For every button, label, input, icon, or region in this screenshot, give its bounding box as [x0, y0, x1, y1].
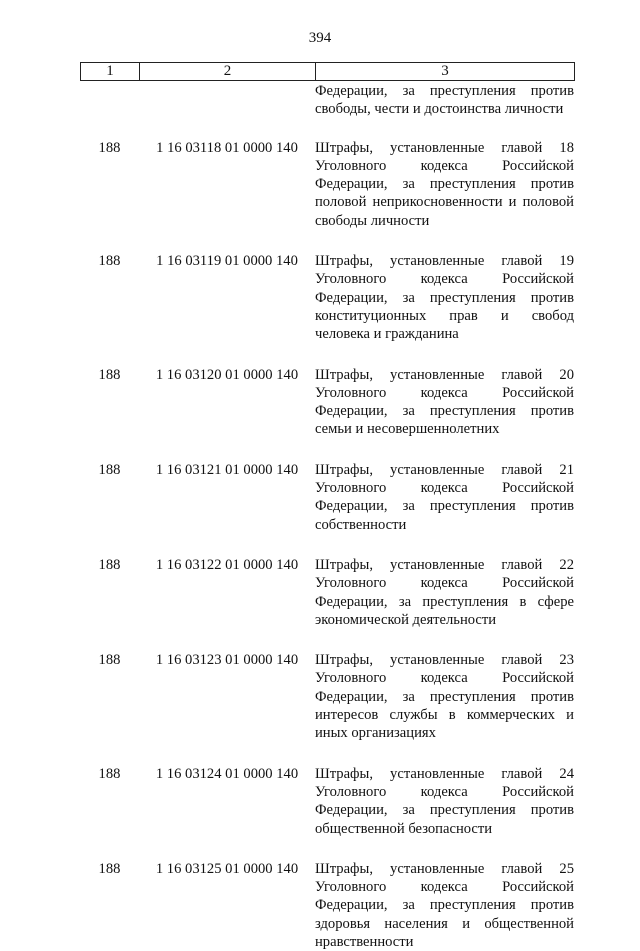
description-cell: Штрафы, установленные главой 22 Уголовного кодекса Российской Федерации, за преступления в сфере экономической деятельности	[315, 556, 574, 628]
kbk-code-cell: 1 16 03125 01 0000 140	[155, 860, 299, 877]
kbk-code-cell: 1 16 03121 01 0000 140	[155, 461, 299, 478]
kbk-code-cell	[139, 82, 315, 119]
admin-code-cell: 188	[98, 860, 121, 877]
description-cell: Штрафы, установленные главой 21 Уголовного кодекса Российской Федерации, за преступления против собственности	[315, 461, 574, 533]
description-cell: Штрафы, установленные главой 23 Уголовного кодекса Российской Федерации, за преступления против интересов службы в коммерческих и иных организациях	[315, 652, 574, 742]
admin-code-cell: 188	[98, 556, 121, 573]
kbk-code-cell: 1 16 03122 01 0000 140	[155, 556, 299, 573]
kbk-code-cell: 1 16 03123 01 0000 140	[155, 652, 299, 669]
description-cell: Штрафы, установленные главой 20 Уголовного кодекса Российской Федерации, за преступления против семьи и несовершеннолетних	[315, 366, 574, 438]
description-cell: Штрафы, установленные главой 19 Уголовного кодекса Российской Федерации, за преступления против конституционных прав и свобод человека и гражданина	[315, 253, 574, 343]
kbk-code-cell: 1 16 03124 01 0000 140	[155, 765, 299, 782]
table-row	[80, 651, 574, 742]
table-row	[80, 860, 574, 951]
description-cell: Штрафы, установленные главой 25 Уголовного кодекса Российской Федерации, за преступления против здоровья населения и общественной нравственности	[315, 860, 574, 950]
table-header	[80, 62, 575, 81]
admin-code-cell: 188	[98, 253, 121, 270]
table-body	[80, 82, 574, 951]
admin-code-cell	[80, 82, 139, 119]
kbk-code-cell: 1 16 03119 01 0000 140	[156, 253, 298, 270]
description-cell: Федерации, за преступления против свободы, чести и достоинства личности	[315, 83, 574, 118]
page-number: 394	[308, 30, 332, 46]
table-row	[80, 252, 574, 343]
admin-code-cell: 188	[98, 461, 121, 478]
header-row	[81, 63, 575, 81]
header-col-1: 1	[81, 63, 140, 81]
admin-code-cell: 188	[98, 652, 121, 669]
admin-code-cell: 188	[98, 366, 121, 383]
table-row	[80, 139, 574, 230]
description-cell: Штрафы, установленные главой 24 Уголовного кодекса Российской Федерации, за преступления против общественной безопасности	[315, 765, 574, 837]
header-col-3: 3	[316, 63, 575, 81]
table-row	[80, 82, 574, 119]
header-col-2: 2	[140, 63, 316, 81]
table-row	[80, 461, 574, 534]
table-row	[80, 366, 574, 439]
kbk-code-cell: 1 16 03118 01 0000 140	[156, 139, 298, 156]
admin-code-cell: 188	[98, 765, 121, 782]
description-cell: Штрафы, установленные главой 18 Уголовного кодекса Российской Федерации, за преступления против половой неприкосновенности и половой свободы личности	[315, 139, 574, 229]
kbk-code-cell: 1 16 03120 01 0000 140	[155, 366, 299, 383]
admin-code-cell: 188	[98, 139, 121, 156]
table-row	[80, 556, 574, 629]
table-row	[80, 765, 574, 838]
